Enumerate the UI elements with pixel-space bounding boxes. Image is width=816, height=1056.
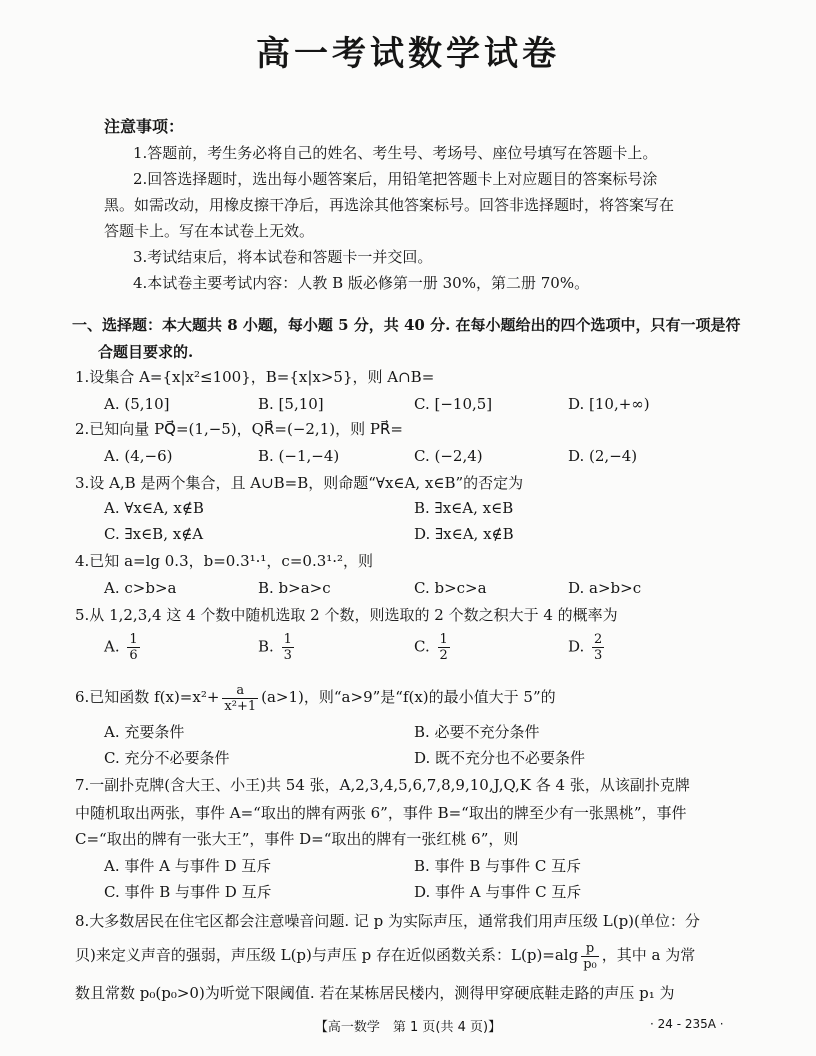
fraction-numerator: 1: [129, 632, 138, 647]
question-8-stem-cont: [75, 938, 755, 972]
note-line: 1.答题前，考生务必将自己的姓名、考生号、考场号、座位号填写在答题卡上。: [133, 144, 658, 162]
question-3-stem: 3.设 A,B 是两个集合，且 A∪B=B，则命题“∀x∈A, x∈B”的否定为: [75, 474, 524, 492]
question-7-stem: 7.一副扑克牌(含大王、小王)共 54 张，A,2,3,4,5,6,7,8,9,10,J,Q,K 各 4 张，从该副扑克牌: [75, 776, 690, 794]
q2-option-d: D. (2,−4): [568, 447, 638, 465]
fraction-denominator: x²+1: [224, 698, 257, 714]
stem-text: 6.已知函数 f(x)=x²+: [75, 688, 220, 706]
fraction-denominator: 6: [129, 648, 138, 663]
q5-option-a: [104, 632, 143, 663]
q5-option-d: [568, 632, 607, 663]
q6-option-c: C. 充分不必要条件: [104, 749, 230, 767]
q3-option-c: C. ∃x∈B, x∉A: [104, 525, 204, 543]
question-4-stem: 4.已知 a=lg 0.3，b=0.3¹·¹，c=0.3¹·²，则: [75, 552, 374, 570]
page-footer: 【高一数学 第 1 页(共 4 页)】: [314, 1020, 502, 1035]
q4-option-b: B. b>a>c: [258, 579, 331, 597]
note-line: 黑。如需改动，用橡皮擦干净后，再选涂其他答案标号。回答非选择题时，将答案写在: [104, 196, 675, 214]
fraction: [438, 632, 450, 663]
note-line: 3.考试结束后，将本试卷和答题卡一并交回。: [133, 248, 433, 266]
option-label: A.: [104, 637, 120, 656]
q6-option-a: A. 充要条件: [104, 723, 185, 741]
option-label: B.: [258, 637, 274, 656]
fraction-denominator: 3: [594, 648, 603, 663]
option-label: D.: [568, 637, 585, 656]
note-line: 4.本试卷主要考试内容：人教 B 版必修第一册 30%，第二册 70%。: [133, 274, 590, 292]
q6-option-d: D. 既不充分也不必要条件: [414, 749, 586, 767]
q1-option-d: D. [10,+∞): [568, 395, 650, 413]
stem-text: ，其中 a 为常: [601, 946, 696, 964]
q7-option-b: B. 事件 B 与事件 C 互斥: [414, 857, 582, 875]
q3-option-d: D. ∃x∈A, x∉B: [414, 525, 514, 543]
fraction: [592, 632, 604, 663]
q6-option-b: B. 必要不充分条件: [414, 723, 540, 741]
q5-option-c: [414, 632, 453, 663]
question-8-stem: 8.大多数居民在住宅区都会注意噪音问题. 记 p 为实际声压，通常我们用声压级 L(p)(单位：分: [75, 912, 700, 930]
note-line: 2.回答选择题时，选出每小题答案后，用铅笔把答题卡上对应题目的答案标号涂: [133, 170, 658, 188]
paper-code: · 24 - 235A ·: [650, 1017, 724, 1031]
fraction-numerator: 1: [439, 632, 448, 647]
stem-text: (a>1)，则“a>9”是“f(x)的最小值大于 5”的: [261, 688, 556, 706]
question-7-stem-cont: C=“取出的牌有一张大王”，事件 D=“取出的牌有一张红桃 6”，则: [75, 830, 519, 848]
fraction-numerator: a: [222, 683, 258, 699]
q7-option-a: A. 事件 A 与事件 D 互斥: [104, 857, 272, 875]
fraction-denominator: 3: [283, 648, 292, 663]
fraction-denominator: p₀: [583, 956, 597, 972]
stem-text: 贝)来定义声音的强弱，声压级 L(p)与声压 p 存在近似函数关系：L(p)=alg: [75, 946, 579, 964]
q4-option-c: C. b>c>a: [414, 579, 487, 597]
q7-option-d: D. 事件 A 与事件 C 互斥: [414, 883, 582, 901]
q1-option-a: A. (5,10]: [104, 395, 170, 413]
option-label: C.: [414, 637, 430, 656]
section-heading-cont: 合题目要求的.: [98, 343, 194, 361]
exam-title: 高一考试数学试卷: [256, 34, 560, 74]
question-6-stem: [75, 680, 755, 714]
q7-option-c: C. 事件 B 与事件 D 互斥: [104, 883, 272, 901]
question-5-stem: 5.从 1,2,3,4 这 4 个数中随机选取 2 个数，则选取的 2 个数之积大于 4 的概率为: [75, 606, 618, 624]
fraction: [581, 941, 599, 972]
fraction: [222, 683, 258, 714]
section-heading: 一、选择题：本大题共 8 小题，每小题 5 分，共 40 分. 在每小题给出的四个选项中，只有一项是符: [72, 316, 741, 334]
q2-option-c: C. (−2,4): [414, 447, 483, 465]
question-7-stem-cont: 中随机取出两张，事件 A=“取出的牌有两张 6”，事件 B=“取出的牌至少有一张黑桃”，事件: [75, 804, 687, 822]
question-2-stem: 2.已知向量 PQ⃗=(1,−5)，QR⃗=(−2,1)，则 PR⃗=: [75, 420, 403, 438]
q1-option-b: B. [5,10]: [258, 395, 324, 413]
q1-option-c: C. [−10,5]: [414, 395, 493, 413]
notes-heading: 注意事项：: [104, 117, 185, 136]
q2-option-b: B. (−1,−4): [258, 447, 340, 465]
fraction-numerator: p: [581, 941, 599, 957]
q5-option-b: [258, 632, 297, 663]
fraction-denominator: 2: [439, 648, 448, 663]
q3-option-b: B. ∃x∈A, x∈B: [414, 499, 514, 517]
fraction: [282, 632, 294, 663]
fraction-numerator: 1: [283, 632, 292, 647]
note-line: 答题卡上。写在本试卷上无效。: [104, 222, 315, 240]
q2-option-a: A. (4,−6): [104, 447, 173, 465]
q3-option-a: A. ∀x∈A, x∉B: [104, 499, 204, 517]
q4-option-d: D. a>b>c: [568, 579, 642, 597]
fraction: [127, 632, 139, 663]
fraction-numerator: 2: [594, 632, 603, 647]
question-1-stem: 1.设集合 A={x|x²≤100}，B={x|x>5}，则 A∩B=: [75, 368, 435, 386]
q4-option-a: A. c>b>a: [104, 579, 177, 597]
question-8-stem-cont: 数且常数 p₀(p₀>0)为听觉下限阈值. 若在某栋居民楼内，测得甲穿硬底鞋走路的声压 p₁ 为: [75, 984, 675, 1002]
